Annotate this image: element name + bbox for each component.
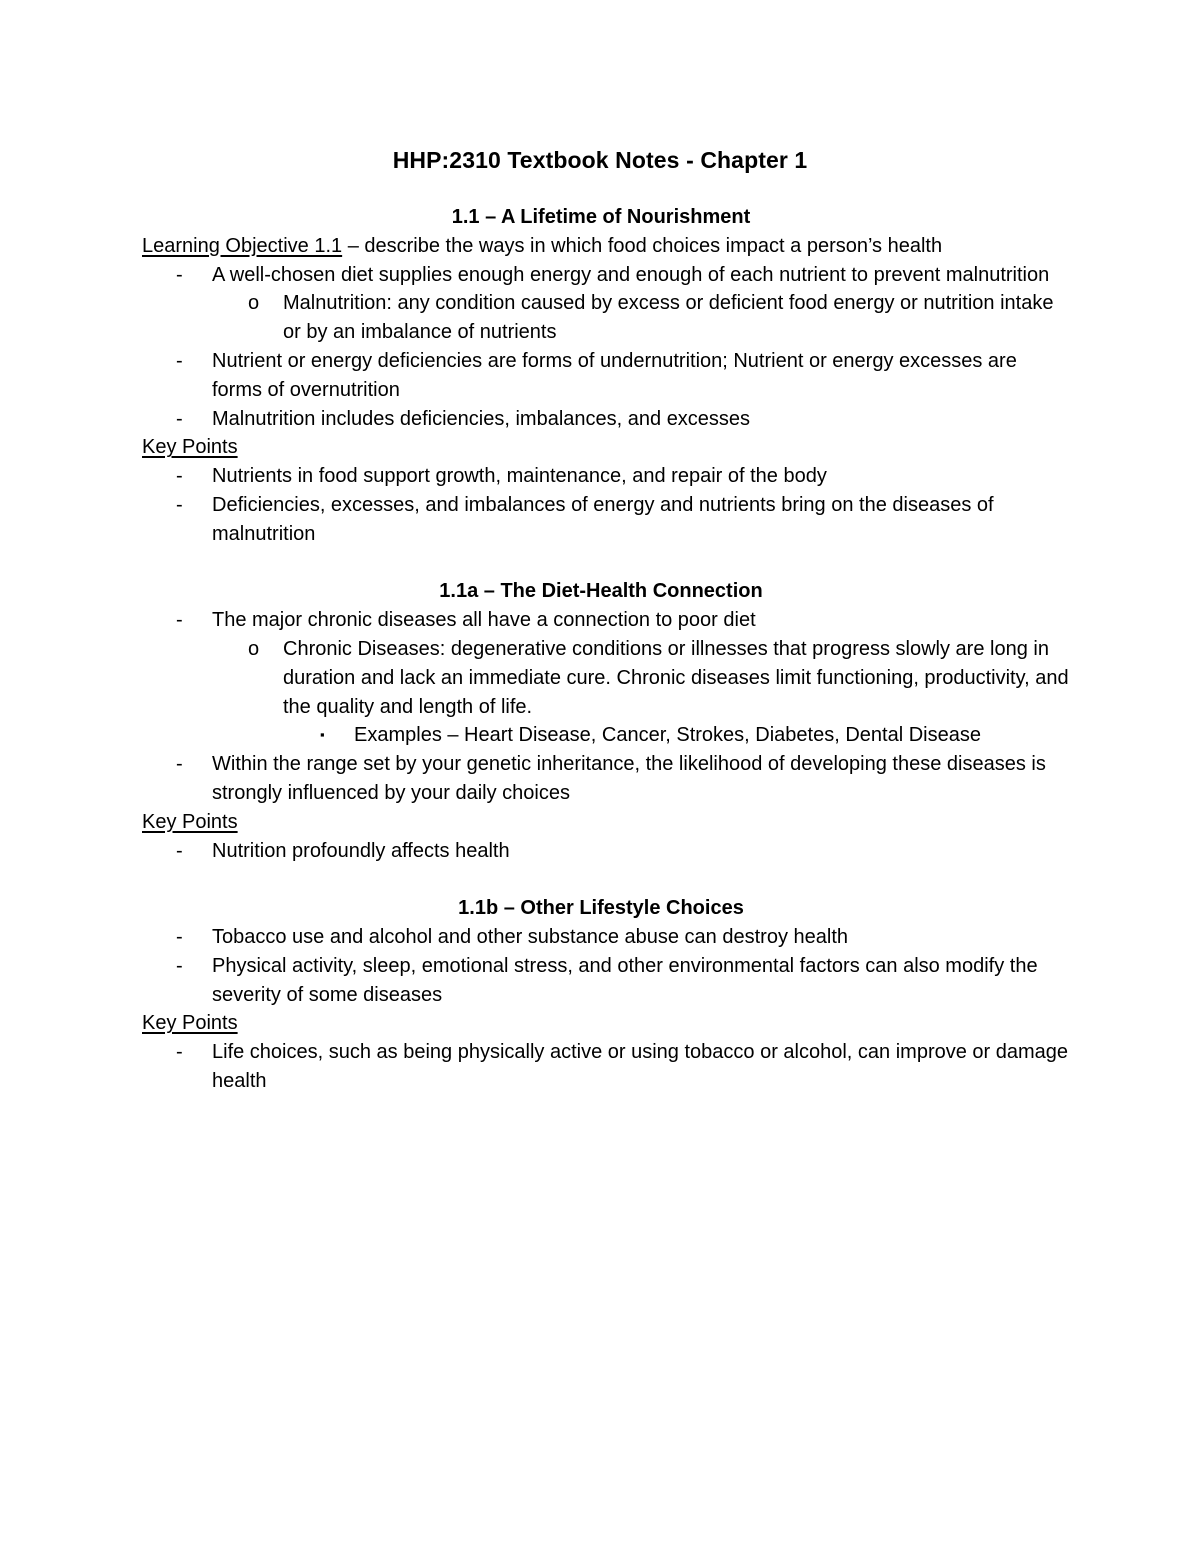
square-marker: ▪	[320, 727, 325, 743]
sub-bullet-item	[142, 289, 1072, 347]
bullet-item	[142, 952, 1072, 1010]
bullet-text: A well-chosen diet supplies enough energy and enough of each nutrient to prevent malnutrition	[212, 263, 1050, 286]
key-points-label: Key Points	[142, 436, 238, 459]
key-point-item	[142, 1038, 1072, 1096]
key-point-text: Life choices, such as being physically active or using tobacco or alcohol, can improve or damage health	[212, 1041, 1069, 1092]
dash-marker: -	[176, 465, 183, 488]
circle-marker: o	[248, 292, 260, 315]
learning-objective-text: – describe the ways in which food choices impact a person’s health	[342, 234, 943, 257]
key-point-item	[142, 837, 1072, 866]
bullet-item	[142, 405, 1072, 434]
learning-objective-label: Learning Objective 1.1	[142, 234, 343, 257]
dash-marker: -	[176, 349, 183, 372]
dash-marker: -	[176, 925, 183, 948]
dash-marker: -	[176, 407, 183, 430]
bullet-text: The major chronic diseases all have a connection to poor diet	[212, 609, 756, 632]
bullet-text: Malnutrition: any condition caused by excess or deficient food energy or nutrition intake or by an imbalance of nutrients	[283, 292, 1054, 344]
bullet-text: Examples – Heart Disease, Cancer, Strokes, Diabetes, Dental Disease	[354, 724, 981, 747]
dash-marker: -	[176, 1041, 183, 1064]
sub-bullet-item	[142, 635, 1072, 721]
key-points-heading	[142, 433, 1072, 462]
section-heading-1-1a: 1.1a – The Diet-Health Connection	[439, 580, 763, 603]
bullet-text: Physical activity, sleep, emotional stress, and other environmental factors can also modify the severity of some diseases	[212, 954, 1038, 1006]
key-point-item	[142, 491, 1072, 549]
key-points-label: Key Points	[142, 810, 238, 833]
bullet-text: Within the range set by your genetic inheritance, the likelihood of developing these diseases is strongly influenced by your daily choices	[212, 753, 1046, 804]
bullet-item	[142, 261, 1072, 290]
document-body	[142, 203, 1072, 1096]
key-points-heading	[142, 1009, 1072, 1038]
bullet-text: Chronic Diseases: degenerative conditions or illnesses that progress slowly are long in duration and lack an immediate cure. Chronic diseases limit functioning, productivity, and the quality and length of life.	[283, 637, 1069, 718]
spacer	[142, 865, 1072, 894]
bullet-text: Nutrient or energy deficiencies are forms of undernutrition; Nutrient or energy excesses are forms of overnutrition	[212, 349, 1017, 401]
section-heading-1-1: 1.1 – A Lifetime of Nourishment	[451, 206, 751, 228]
bullet-item	[142, 923, 1072, 952]
bullet-text: Tobacco use and alcohol and other substance abuse can destroy health	[212, 925, 848, 948]
learning-objective	[142, 232, 1072, 261]
bullet-item	[142, 606, 1072, 635]
dash-marker: -	[176, 753, 183, 776]
dash-marker: -	[176, 839, 183, 862]
key-point-text: Nutrition profoundly affects health	[212, 839, 510, 862]
key-point-text: Deficiencies, excesses, and imbalances of energy and nutrients bring on the diseases of malnutrition	[212, 493, 994, 545]
dash-marker: -	[176, 263, 183, 286]
spacer	[142, 549, 1072, 578]
dash-marker: -	[176, 493, 183, 516]
bullet-item	[142, 347, 1072, 405]
key-point-item	[142, 462, 1072, 491]
key-points-label: Key Points	[142, 1012, 238, 1035]
bullet-text: Malnutrition includes deficiencies, imbalances, and excesses	[212, 407, 751, 430]
document-title: HHP:2310 Textbook Notes - Chapter 1	[392, 147, 808, 173]
circle-marker: o	[248, 637, 260, 660]
dash-marker: -	[176, 609, 183, 632]
key-point-text: Nutrients in food support growth, maintenance, and repair of the body	[212, 465, 827, 488]
key-points-heading	[142, 808, 1072, 837]
bullet-item	[142, 750, 1072, 808]
sub-sub-bullet-item	[142, 721, 1072, 750]
dash-marker: -	[176, 954, 183, 977]
section-heading-1-1b: 1.1b – Other Lifestyle Choices	[458, 897, 744, 920]
